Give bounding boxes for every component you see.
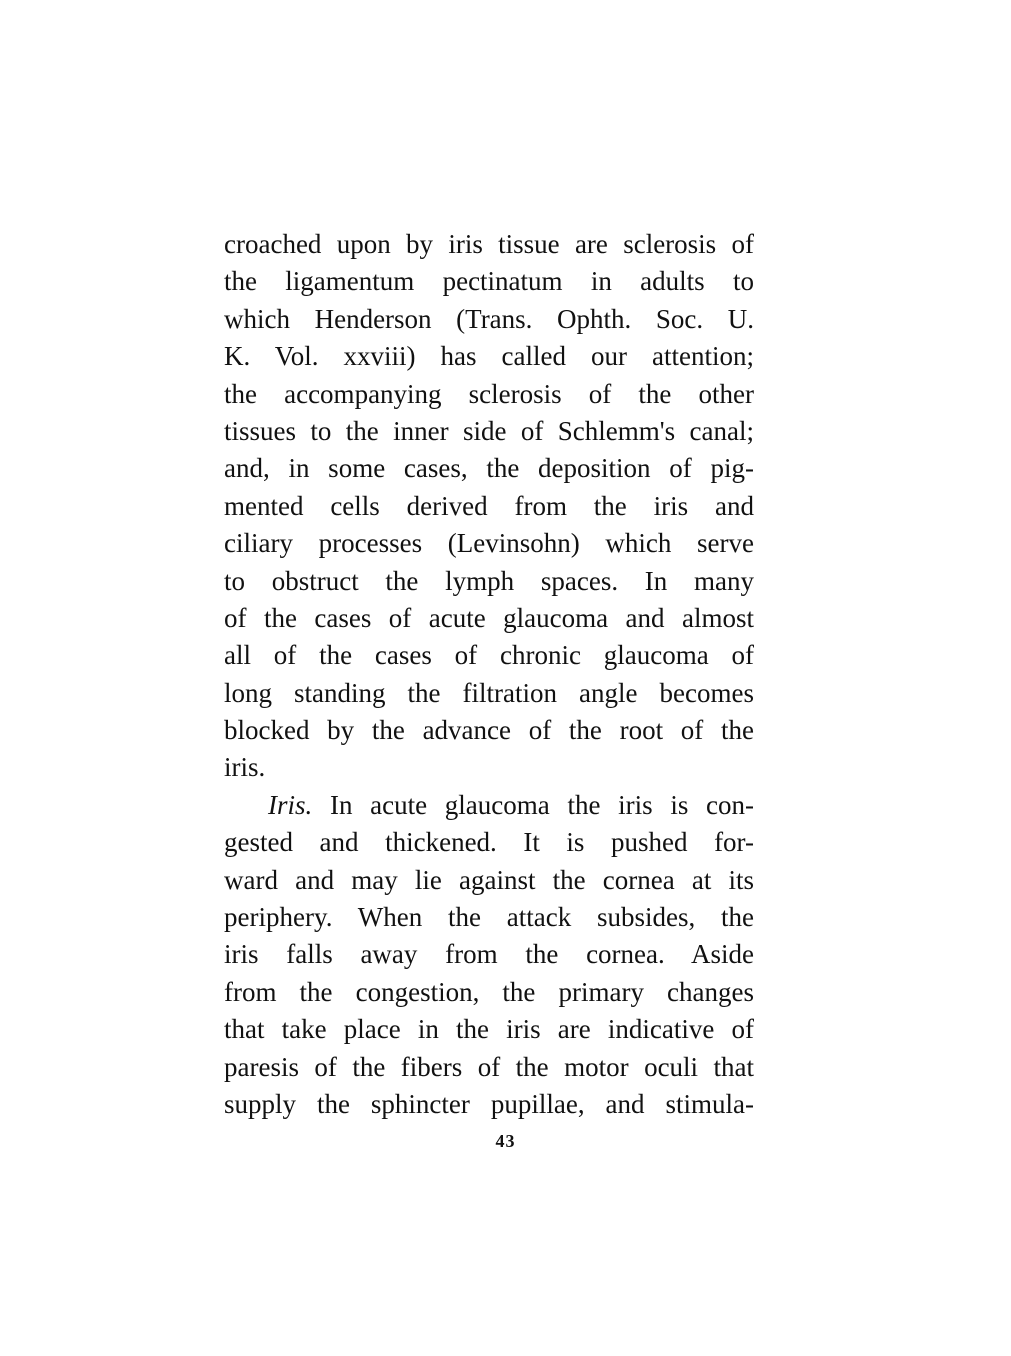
text-line: which Henderson (Trans. Ophth. Soc. U. bbox=[224, 303, 754, 334]
text-line: paresis of the fibers of the motor oculi that bbox=[224, 1051, 754, 1082]
text-line: from the congestion, the primary changes bbox=[224, 976, 754, 1007]
section-heading: Iris. bbox=[268, 789, 313, 820]
text-line: K. Vol. xxviii) has called our attention; bbox=[224, 341, 754, 372]
text-line: ciliary processes (Levinsohn) which serve bbox=[224, 528, 754, 559]
text-line: the ligamentum pectinatum in adults to bbox=[224, 266, 754, 297]
page-number: 43 bbox=[495, 1131, 516, 1151]
text-line: supply the sphincter pupillae, and stimula- bbox=[224, 1088, 754, 1119]
text-line: and, in some cases, the deposition of pig- bbox=[224, 453, 754, 484]
text-line: gested and thickened. It is pushed for- bbox=[224, 827, 754, 858]
text-line-rest: In acute glaucoma the iris is con- bbox=[329, 789, 754, 820]
text-line: of the cases of acute glaucoma and almost bbox=[224, 602, 754, 633]
text-line: iris. bbox=[224, 752, 266, 783]
text-line: that take place in the iris are indicative of bbox=[224, 1014, 754, 1045]
text-line: ward and may lie against the cornea at its bbox=[224, 864, 754, 895]
body-text bbox=[224, 226, 754, 1123]
text-line: blocked by the advance of the root of the bbox=[224, 715, 754, 746]
text-line: all of the cases of chronic glaucoma of bbox=[224, 640, 754, 671]
text-line: tissues to the inner side of Schlemm's canal; bbox=[224, 415, 754, 446]
text-line: iris falls away from the cornea. Aside bbox=[224, 939, 754, 970]
text-line: the accompanying sclerosis of the other bbox=[224, 378, 754, 409]
text-line: croached upon by iris tissue are sclerosis of bbox=[224, 229, 754, 259]
text-line: long standing the filtration angle becomes bbox=[224, 677, 754, 708]
text-line: mented cells derived from the iris and bbox=[224, 490, 754, 521]
paragraph-2 bbox=[224, 787, 754, 1124]
text-line: periphery. When the attack subsides, the bbox=[224, 902, 754, 933]
text-line bbox=[224, 787, 754, 824]
paragraph-1 bbox=[224, 226, 754, 787]
text-line: to obstruct the lymph spaces. In many bbox=[224, 565, 754, 596]
